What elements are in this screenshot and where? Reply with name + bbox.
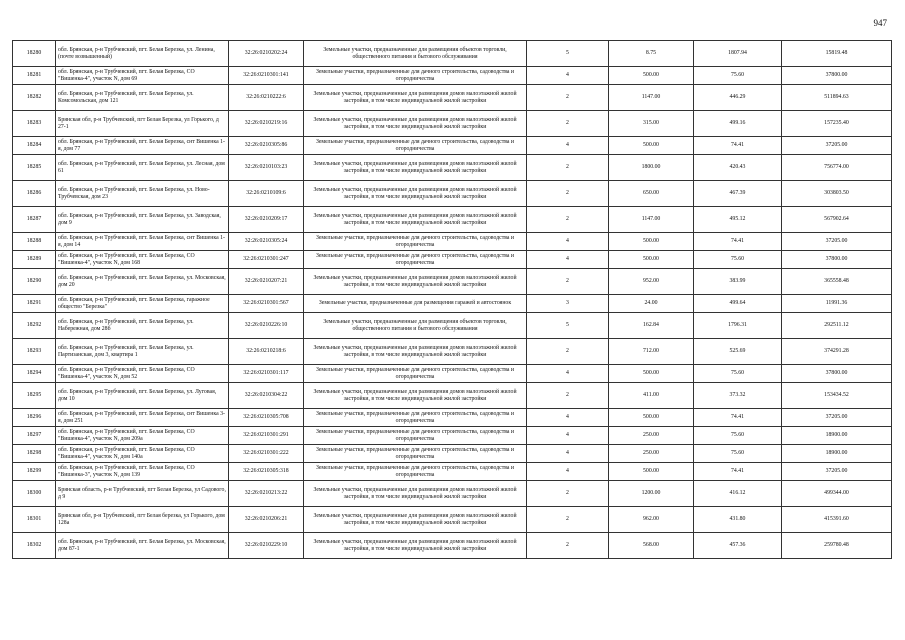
- cell-cadastral-value: 157235.40: [782, 111, 892, 137]
- cell-cadastral-value: 415391.60: [782, 507, 892, 533]
- cell-cadastral-value: 499344.00: [782, 481, 892, 507]
- cell-area: 952.00: [609, 269, 694, 295]
- cell-number: 18287: [13, 207, 56, 233]
- cell-group: 2: [527, 155, 609, 181]
- cell-number: 18289: [13, 251, 56, 269]
- cell-address: обл. Брянская, р-н Трубчевский, пгт. Белая Березка, ул. Ленина, (почте возвышенный): [56, 41, 229, 67]
- cell-land-use: Земельные участки, предназначенные для дачного строительства, садоводства и огородничества: [304, 463, 527, 481]
- table-row: [13, 181, 892, 207]
- cell-specific-value: 457.36: [694, 533, 782, 559]
- cell-address: обл. Брянская, р-н Трубчевский, пгт. Белая Березка, ул. Лесная, дом 61: [56, 155, 229, 181]
- cell-land-use: Земельные участки, предназначенные для дачного строительства, садоводства и огородничества: [304, 233, 527, 251]
- cell-land-use: Земельные участки, предназначенные для дачного строительства, садоводства и огородничества: [304, 409, 527, 427]
- cell-group: 5: [527, 41, 609, 67]
- cell-land-use: Земельные участки, предназначенные для размещения домов малоэтажной жилой застройки, в том числе индивидуальной жилой застройки: [304, 85, 527, 111]
- cell-cadastral-value: 259780.48: [782, 533, 892, 559]
- cell-specific-value: 446.29: [694, 85, 782, 111]
- cell-address: обл. Брянская, р-н Трубчевский, пгт. Белая Березка, ул. Заводская, дом 9: [56, 207, 229, 233]
- cell-specific-value: 431.80: [694, 507, 782, 533]
- cell-address: обл. Брянская, р-н Трубчевский, пгт. Белая Березка, СО "Вишенка-4", участок N, дом 140а: [56, 445, 229, 463]
- cell-area: 500.00: [609, 365, 694, 383]
- cell-area: 24.00: [609, 295, 694, 313]
- cell-number: 18281: [13, 67, 56, 85]
- cell-land-use: Земельные участки, предназначенные для размещения домов малоэтажной жилой застройки, в том числе индивидуальной жилой застройки: [304, 111, 527, 137]
- cell-address: обл. Брянская, р-н Трубчевский, пгт. Белая Березка, СО "Вишенка-4", участок N, дом 52: [56, 365, 229, 383]
- cell-cadastral-value: 37205.00: [782, 463, 892, 481]
- cell-group: 2: [527, 269, 609, 295]
- cell-land-use: Земельные участки, предназначенные для размещения домов малоэтажной жилой застройки, в том числе индивидуальной жилой застройки: [304, 507, 527, 533]
- cell-specific-value: 495.12: [694, 207, 782, 233]
- cell-cadastral-number: 32:26:0210207:21: [229, 269, 304, 295]
- cell-land-use: Земельные участки, предназначенные для размещения гаражей и автостоянок: [304, 295, 527, 313]
- cell-area: 250.00: [609, 445, 694, 463]
- cell-cadastral-value: 756774.00: [782, 155, 892, 181]
- cell-specific-value: 75.60: [694, 67, 782, 85]
- cell-area: 500.00: [609, 463, 694, 481]
- cell-cadastral-number: 32:26:0210229:10: [229, 533, 304, 559]
- table-row: [13, 463, 892, 481]
- table-row: [13, 41, 892, 67]
- cell-group: 4: [527, 409, 609, 427]
- cell-address: обл. Брянская, р-н Трубчевский, пгт. Белая Березка, гаражное общество "Березка": [56, 295, 229, 313]
- cell-group: 3: [527, 295, 609, 313]
- cell-number: 18296: [13, 409, 56, 427]
- cell-land-use: Земельные участки, предназначенные для размещения домов малоэтажной жилой застройки, в том числе индивидуальной жилой застройки: [304, 481, 527, 507]
- table-row: [13, 207, 892, 233]
- cell-number: 18298: [13, 445, 56, 463]
- cell-area: 962.00: [609, 507, 694, 533]
- table-row: [13, 445, 892, 463]
- cell-address: обл. Брянская, р-н Трубчевский, пгт. Белая Березка, ул. Комсомольская, дом 121: [56, 85, 229, 111]
- cell-cadastral-number: 32:26:0210218:6: [229, 339, 304, 365]
- cell-number: 18292: [13, 313, 56, 339]
- cell-cadastral-number: 32:26:0210305:708: [229, 409, 304, 427]
- table-row: [13, 313, 892, 339]
- table-body: [13, 41, 892, 559]
- cell-group: 4: [527, 365, 609, 383]
- cell-land-use: Земельные участки, предназначенные для размещения домов малоэтажной жилой застройки, в том числе индивидуальной жилой застройки: [304, 339, 527, 365]
- cell-land-use: Земельные участки, предназначенные для дачного строительства, садоводства и огородничества: [304, 365, 527, 383]
- cell-group: 4: [527, 67, 609, 85]
- cell-address: обл. Брянская, р-н Трубчевский, пгт. Белая Березка, СО "Вишенка-4", участок N, дом 69: [56, 67, 229, 85]
- cell-area: 1200.00: [609, 481, 694, 507]
- table-row: [13, 137, 892, 155]
- cell-number: 18294: [13, 365, 56, 383]
- cell-number: 18299: [13, 463, 56, 481]
- cell-land-use: Земельные участки, предназначенные для дачного строительства, садоводства и огородничества: [304, 427, 527, 445]
- cell-cadastral-number: 32:26:0210226:10: [229, 313, 304, 339]
- cell-cadastral-value: 37205.00: [782, 233, 892, 251]
- cell-specific-value: 499.16: [694, 111, 782, 137]
- cell-cadastral-number: 32:26:0210301:222: [229, 445, 304, 463]
- cell-cadastral-value: 15819.48: [782, 41, 892, 67]
- cell-specific-value: 74.41: [694, 409, 782, 427]
- cell-area: 1800.00: [609, 155, 694, 181]
- cell-group: 4: [527, 463, 609, 481]
- cell-cadastral-value: 37205.00: [782, 409, 892, 427]
- cell-cadastral-number: 32:26:0210301:567: [229, 295, 304, 313]
- cell-specific-value: 416.12: [694, 481, 782, 507]
- cell-address: обл. Брянская, р-н Трубчевский, пгт. Белая Березка, ул. Партизанская, дом 3, квартира 1: [56, 339, 229, 365]
- cell-cadastral-value: 303803.50: [782, 181, 892, 207]
- cell-specific-value: 467.39: [694, 181, 782, 207]
- cell-address: Брянская обл, р-н Трубчевский, пгт Белая березка, ул Горького, дом 128а: [56, 507, 229, 533]
- table-row: [13, 269, 892, 295]
- cell-area: 8.75: [609, 41, 694, 67]
- cell-group: 2: [527, 507, 609, 533]
- cell-specific-value: 75.60: [694, 251, 782, 269]
- cell-area: 1147.00: [609, 85, 694, 111]
- cell-cadastral-number: 32:26:0210301:247: [229, 251, 304, 269]
- table-row: [13, 427, 892, 445]
- cell-land-use: Земельные участки, предназначенные для размещения домов малоэтажной жилой застройки, в том числе индивидуальной жилой застройки: [304, 533, 527, 559]
- cell-number: 18286: [13, 181, 56, 207]
- table-row: [13, 155, 892, 181]
- cell-land-use: Земельные участки, предназначенные для размещения домов малоэтажной жилой застройки, в том числе индивидуальной жилой застройки: [304, 383, 527, 409]
- cell-address: обл. Брянская, р-н Трубчевский, пгт. Белая Березка, ул. Набережная, дом 28б: [56, 313, 229, 339]
- cell-cadastral-number: 32:26:0210213:22: [229, 481, 304, 507]
- cell-specific-value: 75.60: [694, 445, 782, 463]
- cell-area: 250.00: [609, 427, 694, 445]
- cell-land-use: Земельные участки, предназначенные для размещения домов малоэтажной жилой застройки, в том числе индивидуальной жилой застройки: [304, 269, 527, 295]
- cell-group: 4: [527, 137, 609, 155]
- table-row: [13, 251, 892, 269]
- cell-cadastral-value: 37800.00: [782, 251, 892, 269]
- cell-land-use: Земельные участки, предназначенные для размещения домов малоэтажной жилой застройки, в том числе индивидуальной жилой застройки: [304, 207, 527, 233]
- table-row: [13, 295, 892, 313]
- cell-number: 18288: [13, 233, 56, 251]
- cell-number: 18301: [13, 507, 56, 533]
- cell-specific-value: 74.41: [694, 233, 782, 251]
- cell-cadastral-number: 32:26:0210202:24: [229, 41, 304, 67]
- cell-address: обл. Брянская, р-н Трубчевский, пгт. Белая Березка, ул. Ново-Трубчевская, дом 23: [56, 181, 229, 207]
- cell-cadastral-number: 32:26:0210301:117: [229, 365, 304, 383]
- cell-group: 2: [527, 339, 609, 365]
- page-number: 947: [873, 18, 887, 28]
- table-row: [13, 507, 892, 533]
- cell-cadastral-number: 32:26:0210301:141: [229, 67, 304, 85]
- cell-address: обл. Брянская, р-н Трубчевский, пгт. Белая Березка, ул. Луговая, дом 10: [56, 383, 229, 409]
- cell-number: 18291: [13, 295, 56, 313]
- cell-land-use: Земельные участки, предназначенные для дачного строительства, садоводства и огородничества: [304, 137, 527, 155]
- table-row: [13, 365, 892, 383]
- cell-cadastral-value: 37205.00: [782, 137, 892, 155]
- table-row: [13, 85, 892, 111]
- cell-area: 500.00: [609, 67, 694, 85]
- cell-specific-value: 499.64: [694, 295, 782, 313]
- cell-group: 2: [527, 533, 609, 559]
- land-registry-table: [12, 40, 892, 559]
- cell-area: 411.00: [609, 383, 694, 409]
- cell-group: 4: [527, 445, 609, 463]
- cell-cadastral-number: 32:26:0210109:6: [229, 181, 304, 207]
- cell-cadastral-number: 32:26:0210219:16: [229, 111, 304, 137]
- cell-address: обл. Брянская, р-н Трубчевский, пгт. Белая Березка, СО "Вишенка-4", участок N, дом 168: [56, 251, 229, 269]
- cell-address: обл. Брянская, р-н Трубчевский, пгт. Белая Березка, СО "Вишенка-4", участок N, дом 209а: [56, 427, 229, 445]
- cell-address: обл. Брянская, р-н Трубчевский, пгт. Белая Березка, снт Вишенка 3-я, дом 251: [56, 409, 229, 427]
- cell-address: обл. Брянская, р-н Трубчевский, пгт. Белая Березка, ул. Московская, дом 87-1: [56, 533, 229, 559]
- cell-cadastral-value: 567902.64: [782, 207, 892, 233]
- cell-group: 2: [527, 383, 609, 409]
- cell-cadastral-value: 18900.00: [782, 445, 892, 463]
- cell-specific-value: 75.60: [694, 427, 782, 445]
- cell-land-use: Земельные участки, предназначенные для размещения домов малоэтажной жилой застройки, в том числе индивидуальной жилой застройки: [304, 155, 527, 181]
- cell-area: 500.00: [609, 233, 694, 251]
- cell-group: 4: [527, 233, 609, 251]
- cell-cadastral-number: 32:26:0210305:318: [229, 463, 304, 481]
- cell-area: 315.00: [609, 111, 694, 137]
- cell-number: 18300: [13, 481, 56, 507]
- cell-group: 2: [527, 111, 609, 137]
- cell-cadastral-number: 32:26:0210305:86: [229, 137, 304, 155]
- cell-specific-value: 74.41: [694, 137, 782, 155]
- cell-specific-value: 1807.94: [694, 41, 782, 67]
- cell-land-use: Земельные участки, предназначенные для размещения объектов торговли, общественного питания и бытового обслуживания: [304, 41, 527, 67]
- cell-cadastral-value: 37800.00: [782, 365, 892, 383]
- cell-specific-value: 1796.31: [694, 313, 782, 339]
- cell-cadastral-value: 292511.12: [782, 313, 892, 339]
- cell-group: 4: [527, 427, 609, 445]
- cell-number: 18280: [13, 41, 56, 67]
- cell-cadastral-number: 32:26:0210206:21: [229, 507, 304, 533]
- cell-cadastral-number: 32:26:0210222:6: [229, 85, 304, 111]
- cell-cadastral-value: 365558.48: [782, 269, 892, 295]
- cell-land-use: Земельные участки, предназначенные для дачного строительства, садоводства и огородничества: [304, 445, 527, 463]
- cell-specific-value: 74.41: [694, 463, 782, 481]
- cell-area: 650.00: [609, 181, 694, 207]
- cell-cadastral-value: 511894.63: [782, 85, 892, 111]
- cell-specific-value: 420.43: [694, 155, 782, 181]
- cell-group: 2: [527, 181, 609, 207]
- cell-land-use: Земельные участки, предназначенные для размещения домов малоэтажной жилой застройки, в том числе индивидуальной жилой застройки: [304, 181, 527, 207]
- cell-cadastral-number: 32:26:0210305:24: [229, 233, 304, 251]
- cell-address: Брянская область, р-н Трубчевский, пгт Белая Березка, ул Садового, д 9: [56, 481, 229, 507]
- cell-cadastral-value: 11991.36: [782, 295, 892, 313]
- cell-land-use: Земельные участки, предназначенные для дачного строительства, садоводства и огородничества: [304, 251, 527, 269]
- cell-area: 568.00: [609, 533, 694, 559]
- cell-area: 500.00: [609, 137, 694, 155]
- cell-group: 2: [527, 481, 609, 507]
- cell-area: 712.00: [609, 339, 694, 365]
- table-row: [13, 533, 892, 559]
- cell-area: 1147.00: [609, 207, 694, 233]
- cell-address: обл. Брянская, р-н Трубчевский, пгт. Белая Березка, СО "Вишенка-3", участок N, дом 139: [56, 463, 229, 481]
- cell-number: 18290: [13, 269, 56, 295]
- cell-group: 2: [527, 85, 609, 111]
- cell-address: обл. Брянская, р-н Трубчевский, пгт. Белая Березка, снт Вишенка 1-я, дом 14: [56, 233, 229, 251]
- cell-number: 18302: [13, 533, 56, 559]
- cell-group: 5: [527, 313, 609, 339]
- cell-area: 500.00: [609, 409, 694, 427]
- cell-specific-value: 383.99: [694, 269, 782, 295]
- cell-area: 500.00: [609, 251, 694, 269]
- cell-specific-value: 525.69: [694, 339, 782, 365]
- cell-specific-value: 75.60: [694, 365, 782, 383]
- cell-cadastral-number: 32:26:0210209:17: [229, 207, 304, 233]
- cell-number: 18295: [13, 383, 56, 409]
- cell-cadastral-number: 32:26:0210304:22: [229, 383, 304, 409]
- cell-cadastral-value: 374291.28: [782, 339, 892, 365]
- cell-land-use: Земельные участки, предназначенные для дачного строительства, садоводства и огородничества: [304, 67, 527, 85]
- cell-address: обл. Брянская, р-н Трубчевский, пгт. Белая Березка, снт Вишенка 1-я, дом 77: [56, 137, 229, 155]
- table-row: [13, 67, 892, 85]
- cell-number: 18283: [13, 111, 56, 137]
- cell-cadastral-number: 32:26:0210103:23: [229, 155, 304, 181]
- table-row: [13, 481, 892, 507]
- cell-land-use: Земельные участки, предназначенные для размещения объектов торговли, общественного питания и бытового обслуживания: [304, 313, 527, 339]
- cell-cadastral-value: 18900.00: [782, 427, 892, 445]
- cell-address: Брянская обл, р-н Трубчевский, пгт Белая Березка, ул Горького, д 27-1: [56, 111, 229, 137]
- cell-address: обл. Брянская, р-н Трубчевский, пгт. Белая Березка, ул. Московская, дом 20: [56, 269, 229, 295]
- cell-cadastral-number: 32:26:0210301:291: [229, 427, 304, 445]
- cell-specific-value: 373.32: [694, 383, 782, 409]
- cell-number: 18284: [13, 137, 56, 155]
- cell-cadastral-value: 153434.52: [782, 383, 892, 409]
- cell-area: 162.84: [609, 313, 694, 339]
- table-row: [13, 233, 892, 251]
- table-row: [13, 339, 892, 365]
- cell-number: 18285: [13, 155, 56, 181]
- cell-group: 4: [527, 251, 609, 269]
- table-row: [13, 111, 892, 137]
- cell-number: 18282: [13, 85, 56, 111]
- table-row: [13, 409, 892, 427]
- table-row: [13, 383, 892, 409]
- cell-group: 2: [527, 207, 609, 233]
- cell-cadastral-value: 37800.00: [782, 67, 892, 85]
- cell-number: 18297: [13, 427, 56, 445]
- cell-number: 18293: [13, 339, 56, 365]
